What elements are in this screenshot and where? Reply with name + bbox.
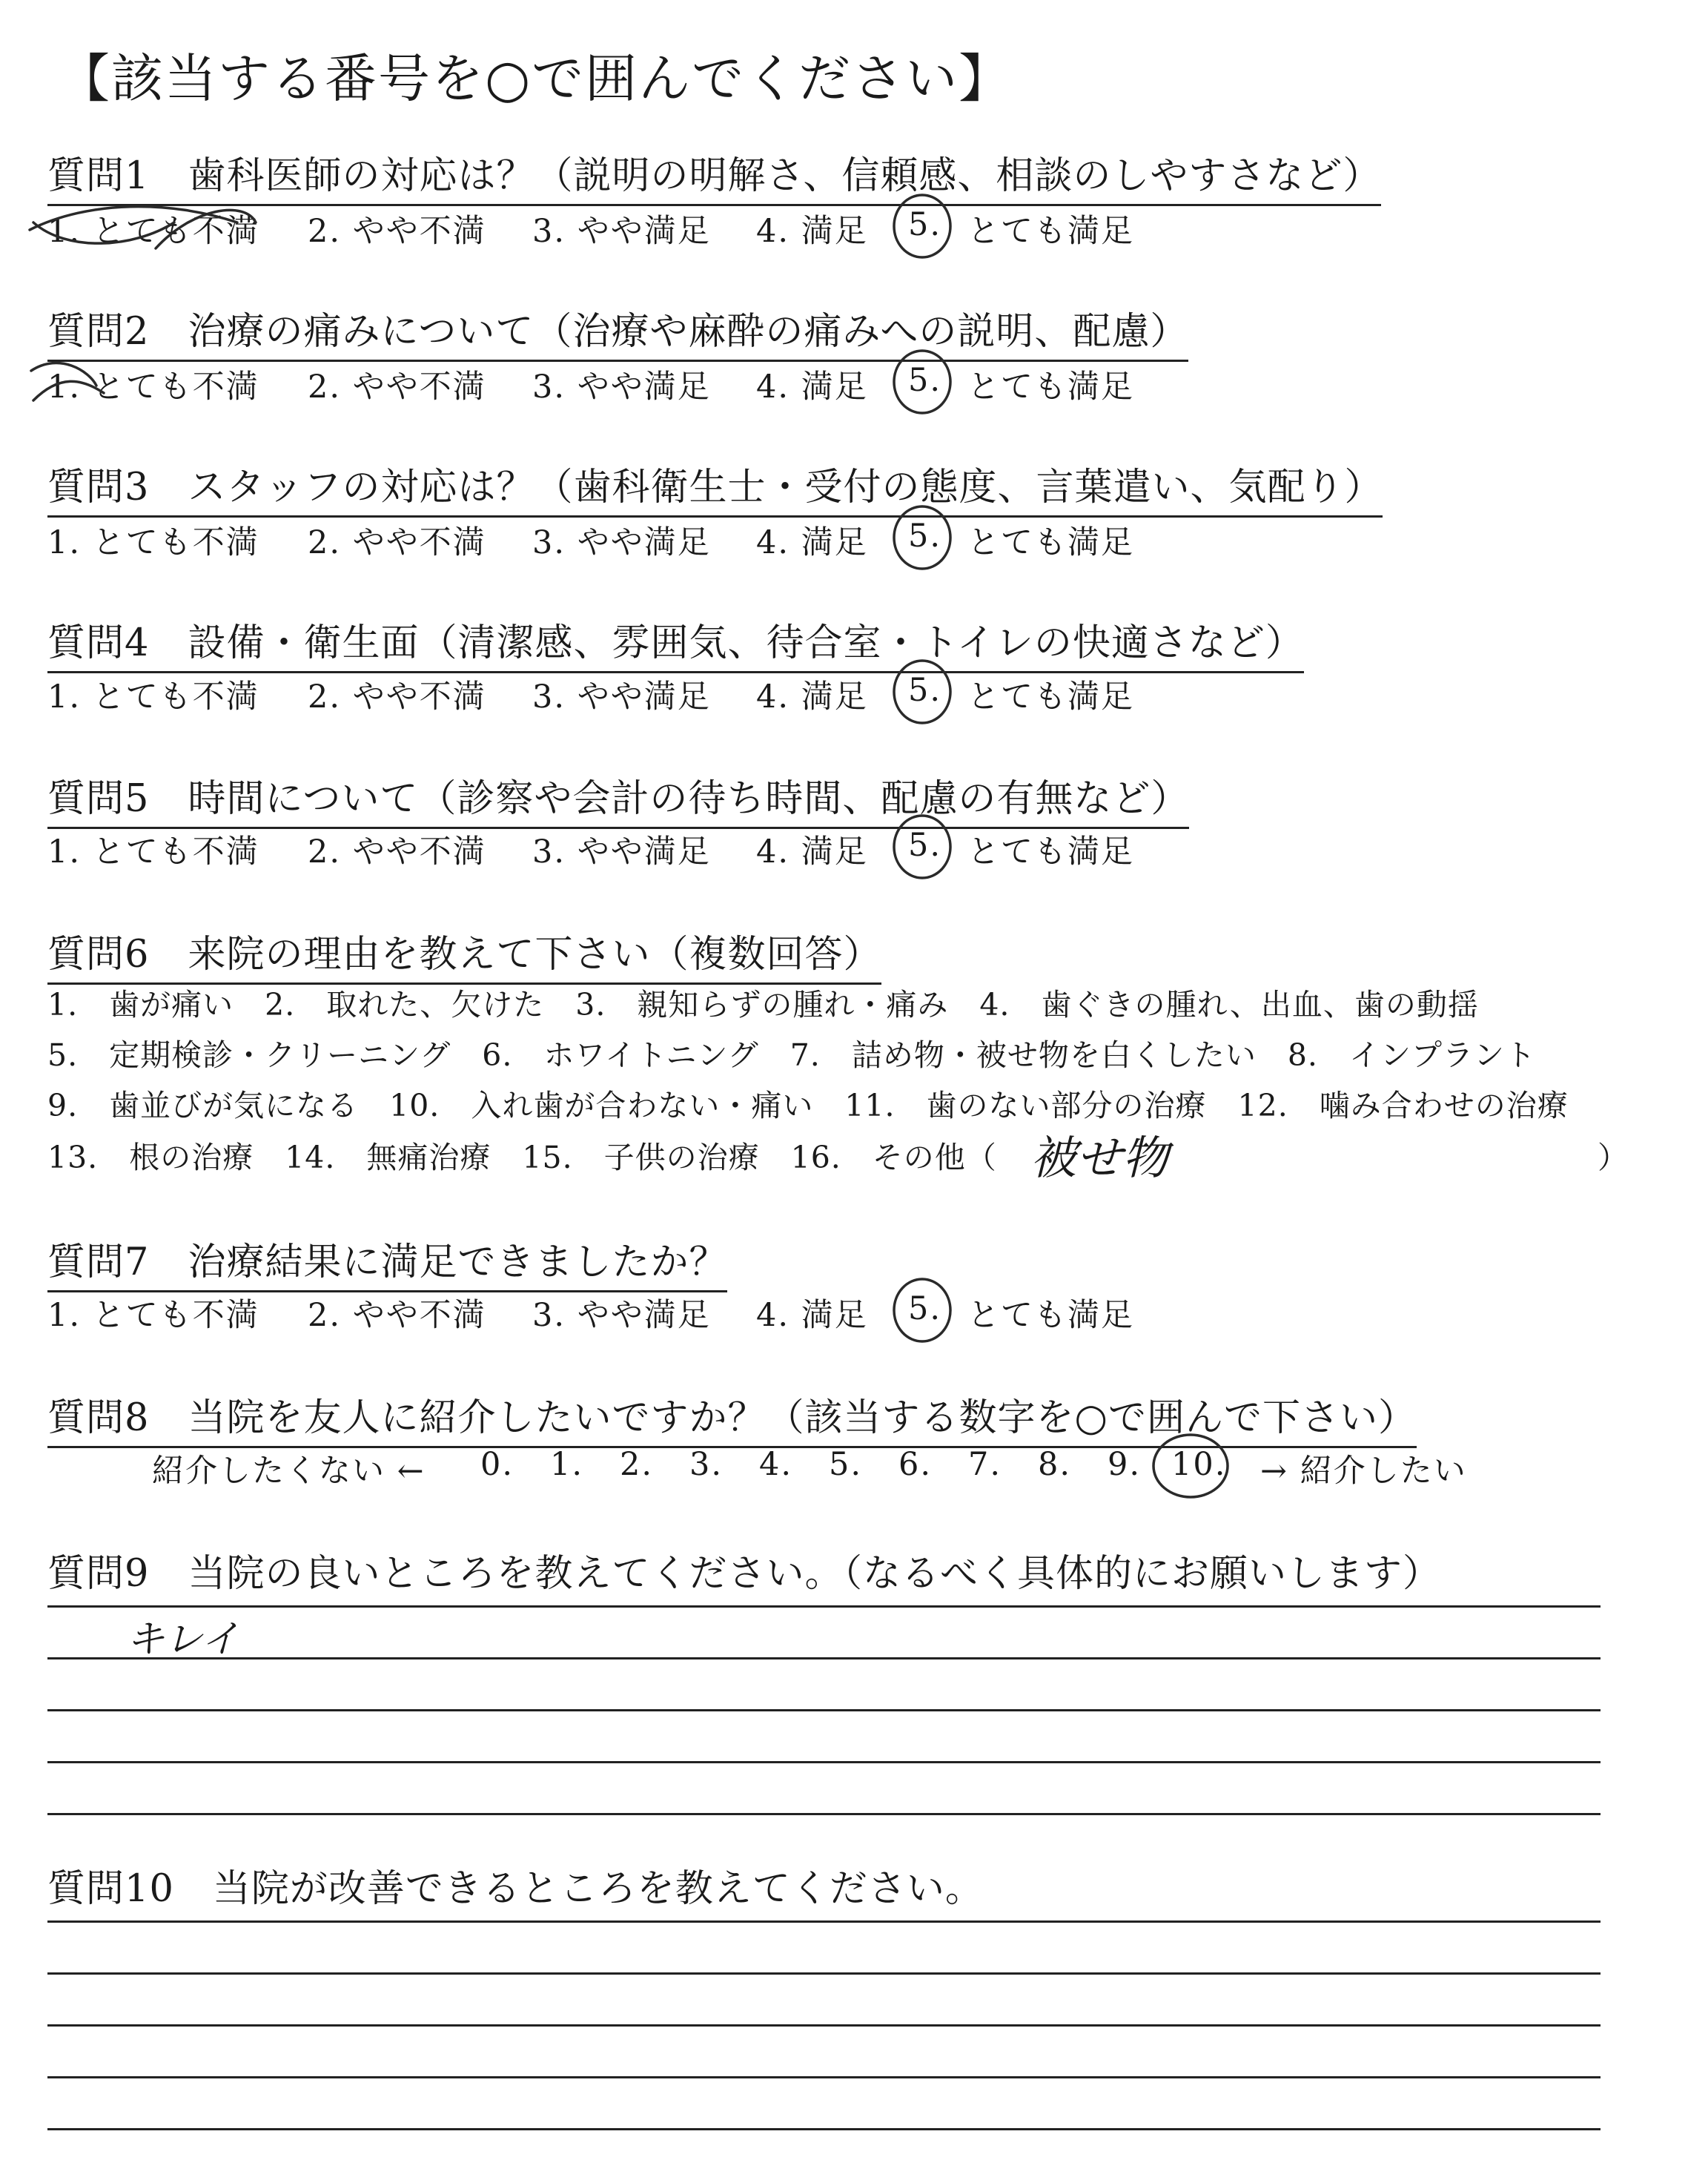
q4-option-4[interactable]: 4. 満足 (756, 678, 868, 716)
question-5 (47, 767, 1189, 822)
q4-option-5[interactable]: 5. (908, 672, 942, 709)
q5-option-5-label: とても満足 (967, 833, 1134, 871)
q5-option-4[interactable]: 4. 満足 (756, 833, 868, 871)
q7-option-5-label: とても満足 (967, 1297, 1134, 1334)
page-title: 【該当する番号を○で囲んでください】 (58, 48, 1013, 109)
question-7-text: 質問7 治療結果に満足できましたか？ (47, 1241, 727, 1292)
q9-answer-line-5[interactable] (47, 1813, 1601, 1815)
q6-options-row-4[interactable]: 13. 根の治療 14. 無痛治療 15. 子供の治療 16. その他（ (47, 1140, 997, 1175)
q1-option-5[interactable]: 5. (908, 206, 942, 243)
q8-option-8[interactable]: 8. (1038, 1446, 1072, 1483)
q2-option-5-label: とても満足 (967, 369, 1134, 406)
question-9: 質問9 当院の良いところを教えてください。（なるべく具体的にお願いします） (47, 1552, 1441, 1596)
q4-option-3[interactable]: 3. やや満足 (532, 678, 711, 716)
q8-option-5[interactable]: 5. (829, 1446, 863, 1483)
question-4 (47, 612, 1304, 667)
q8-right-label: → 紹介したい (1260, 1453, 1467, 1490)
question-5-text: 質問5 時間について（診察や会計の待ち時間、配慮の有無など） (47, 777, 1189, 829)
q10-answer-line-3[interactable] (47, 2024, 1601, 2027)
q2-option-5[interactable]: 5. (908, 362, 942, 399)
q5-option-1[interactable]: 1. とても不満 (47, 833, 259, 871)
q5-option-5[interactable]: 5. (908, 827, 942, 864)
q2-option-1[interactable]: 1. とても不満 (47, 369, 259, 406)
q4-option-5-label: とても満足 (967, 678, 1134, 716)
q3-option-5-label: とても満足 (967, 524, 1134, 561)
q9-answer-line-3[interactable] (47, 1709, 1601, 1711)
question-6-text: 質問6 来院の理由を教えて下さい（複数回答） (47, 933, 881, 985)
q9-answer-line-2[interactable] (47, 1657, 1601, 1659)
q5-option-2[interactable]: 2. やや不満 (308, 833, 486, 871)
q2-option-2[interactable]: 2. やや不満 (308, 369, 486, 406)
q4-option-1[interactable]: 1. とても不満 (47, 678, 259, 716)
q8-option-3[interactable]: 3. (689, 1446, 724, 1483)
q2-option-4[interactable]: 4. 満足 (756, 369, 868, 406)
q8-option-4[interactable]: 4. (759, 1446, 793, 1483)
q8-option-10[interactable]: 10. (1171, 1446, 1227, 1483)
q3-option-1[interactable]: 1. とても不満 (47, 524, 259, 561)
q6-other-close-paren: ） (1598, 1140, 1629, 1175)
q9-answer-line-1[interactable] (47, 1605, 1601, 1608)
question-2-text: 質問2 治療の痛みについて（治療や麻酔の痛みへの説明、配慮） (47, 310, 1188, 362)
q3-option-3[interactable]: 3. やや満足 (532, 524, 711, 561)
q1-option-5-label: とても満足 (967, 213, 1134, 250)
q3-option-2[interactable]: 2. やや不満 (308, 524, 486, 561)
q7-option-1[interactable]: 1. とても不満 (47, 1297, 259, 1334)
q8-option-1[interactable]: 1. (550, 1446, 584, 1483)
q8-option-7[interactable]: 7. (968, 1446, 1002, 1483)
question-3 (47, 456, 1383, 511)
question-10: 質問10 当院が改善できるところを教えてください。 (47, 1867, 984, 1911)
q10-answer-line-4[interactable] (47, 2076, 1601, 2078)
question-2 (47, 300, 1188, 355)
question-6 (47, 923, 881, 978)
q7-option-3[interactable]: 3. やや満足 (532, 1297, 711, 1334)
question-8 (47, 1387, 1417, 1441)
q3-option-5[interactable]: 5. (908, 518, 942, 555)
q6-options-row-1[interactable]: 1. 歯が痛い 2. 取れた、欠けた 3. 親知らずの腫れ・痛み 4. 歯ぐきの腫れ、出血、歯の動揺 (47, 987, 1479, 1023)
q8-option-6[interactable]: 6. (898, 1446, 933, 1483)
q2-option-3[interactable]: 3. やや満足 (532, 369, 711, 406)
q8-option-2[interactable]: 2. (620, 1446, 654, 1483)
q7-option-5[interactable]: 5. (908, 1290, 942, 1327)
q9-handwritten-answer: キレイ (126, 1617, 239, 1662)
q1-option-1[interactable]: 1. とても不満 (47, 213, 259, 250)
q7-option-2[interactable]: 2. やや不満 (308, 1297, 486, 1334)
q1-option-3[interactable]: 3. やや満足 (532, 213, 711, 250)
q1-option-2[interactable]: 2. やや不満 (308, 213, 486, 250)
question-8-text: 質問8 当院を友人に紹介したいですか？（該当する数字を○で囲んで下さい） (47, 1396, 1417, 1448)
q6-other-handwritten-answer: 被せ物 (1030, 1131, 1169, 1185)
q5-option-3[interactable]: 3. やや満足 (532, 833, 711, 871)
q6-options-row-2[interactable]: 5. 定期検診・クリーニング 6. ホワイトニング 7. 詰め物・被せ物を白くしたい 8. インプラント (47, 1037, 1536, 1073)
q7-option-4[interactable]: 4. 満足 (756, 1297, 868, 1334)
q10-answer-line-2[interactable] (47, 1972, 1601, 1975)
q8-option-9[interactable]: 9. (1108, 1446, 1142, 1483)
q3-option-4[interactable]: 4. 満足 (756, 524, 868, 561)
question-1-text: 質問1 歯科医師の対応は？（説明の明解さ、信頼感、相談のしやすさなど） (47, 154, 1381, 206)
question-1 (47, 145, 1381, 199)
q1-option-4[interactable]: 4. 満足 (756, 213, 868, 250)
question-3-text: 質問3 スタッフの対応は？（歯科衛生士・受付の態度、言葉遣い、気配り） (47, 466, 1383, 518)
q6-options-row-3[interactable]: 9. 歯並びが気になる 10. 入れ歯が合わない・痛い 11. 歯のない部分の治療 12. 噛み合わせの治療 (47, 1088, 1569, 1123)
question-4-text: 質問4 設備・衛生面（清潔感、雰囲気、待合室・トイレの快適さなど） (47, 621, 1304, 673)
q10-answer-line-1[interactable] (47, 1920, 1601, 1923)
question-7 (47, 1231, 727, 1286)
q4-option-2[interactable]: 2. やや不満 (308, 678, 486, 716)
q9-answer-line-4[interactable] (47, 1761, 1601, 1763)
q10-answer-line-5[interactable] (47, 2128, 1601, 2130)
q8-left-label: 紹介したくない ← (152, 1453, 426, 1490)
q8-option-0[interactable]: 0. (480, 1446, 514, 1483)
